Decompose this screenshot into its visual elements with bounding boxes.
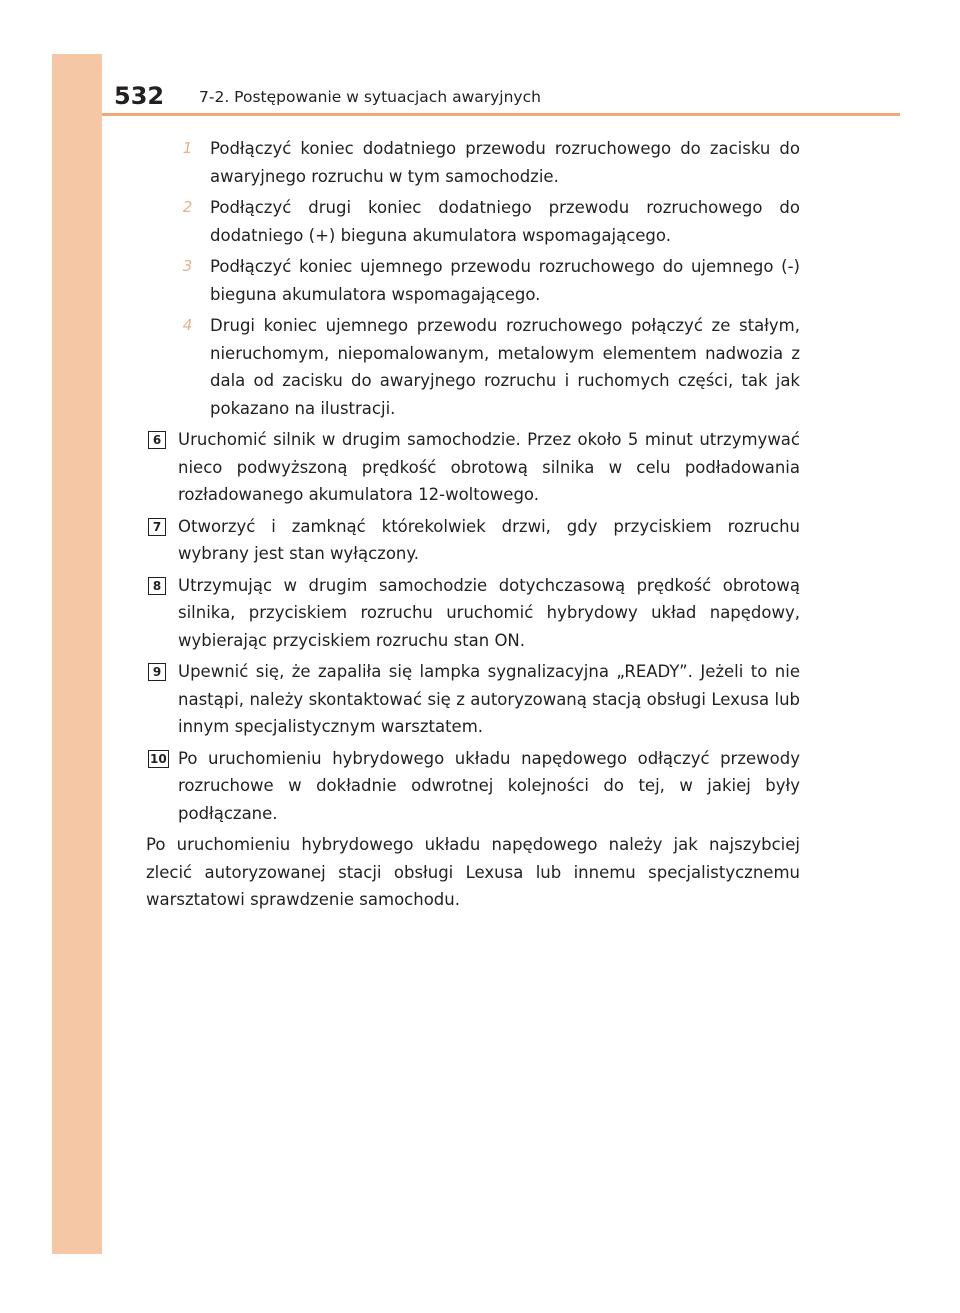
step-text: Upewnić się, że zapaliła się lampka sygnalizacyjna „READY”. Jeżeli to nie nastąpi, należy skontaktować się z autoryzowaną stacją obsługi Lexusa lub innym specjalistycznym warsztatem. bbox=[178, 662, 800, 736]
step-text: Po uruchomieniu hybrydowego układu napędowego odłączyć przewody rozruchowe w dokładnie odwrotnej kolejności do tej, w jakiej były podłączane. bbox=[178, 748, 800, 823]
step-text: Uruchomić silnik w drugim samochodzie. Przez około 5 minut utrzymywać nieco podwyższoną prędkość obrotową silnika w celu podładowania rozładowanego akumulatora 12-woltowego. bbox=[178, 430, 800, 504]
step-marker: 8 bbox=[148, 577, 166, 595]
chapter-sidebar-tab bbox=[52, 54, 102, 1254]
step-9 bbox=[146, 658, 800, 741]
step-7 bbox=[146, 513, 800, 568]
step-8 bbox=[146, 572, 800, 655]
substep-text: Podłączyć koniec ujemnego przewodu rozruchowego do ujemnego (-) bieguna akumulatora wspomagającego. bbox=[210, 257, 800, 304]
substep-3 bbox=[146, 253, 800, 308]
step-marker: 9 bbox=[148, 663, 166, 681]
step-marker: 7 bbox=[148, 518, 166, 536]
substep-text: Podłączyć koniec dodatniego przewodu rozruchowego do zacisku do awaryjnego rozruchu w tym samochodzie. bbox=[210, 139, 800, 186]
step-6 bbox=[146, 426, 800, 509]
substep-text: Drugi koniec ujemnego przewodu rozruchowego połączyć ze stałym, nieruchomym, niepomalowanym, metalowym elementem nadwozia z dala od zacisku do awaryjnego rozruchu i ruchomych części, tak jak pokazano na ilustracji. bbox=[210, 316, 800, 418]
step-marker: 6 bbox=[148, 431, 166, 449]
section-title: 7-2. Postępowanie w sytuacjach awaryjnych bbox=[199, 88, 541, 106]
step-10 bbox=[146, 745, 800, 828]
header-divider bbox=[102, 113, 900, 116]
step-text: Utrzymując w drugim samochodzie dotychczasową prędkość obrotową silnika, przyciskiem rozruchu uruchomić hybrydowy układ napędowy, wybierając przyciskiem rozruchu stan ON. bbox=[178, 575, 800, 650]
substep-marker: 1 bbox=[182, 139, 193, 157]
substep-4 bbox=[146, 312, 800, 422]
page-content bbox=[146, 135, 800, 930]
substep-1 bbox=[146, 135, 800, 190]
step-marker: 10 bbox=[150, 751, 167, 766]
closing-paragraph: Po uruchomieniu hybrydowego układu napędowego należy jak najszybciej zlecić autoryzowanej stacji obsługi Lexusa lub innemu specjalistycznemu warsztatowi sprawdzenie samochodu. bbox=[146, 835, 800, 909]
substep-2 bbox=[146, 194, 800, 249]
substep-marker: 4 bbox=[182, 316, 193, 334]
page-number: 532 bbox=[114, 82, 165, 110]
page-header bbox=[102, 78, 900, 112]
step-text: Otworzyć i zamknąć którekolwiek drzwi, gdy przyciskiem rozruchu wybrany jest stan wyłączony. bbox=[178, 516, 800, 563]
substep-text: Podłączyć drugi koniec dodatniego przewodu rozruchowego do dodatniego (+) bieguna akumulatora wspomagającego. bbox=[210, 198, 800, 245]
substep-marker: 2 bbox=[182, 198, 193, 216]
substep-marker: 3 bbox=[182, 257, 193, 275]
